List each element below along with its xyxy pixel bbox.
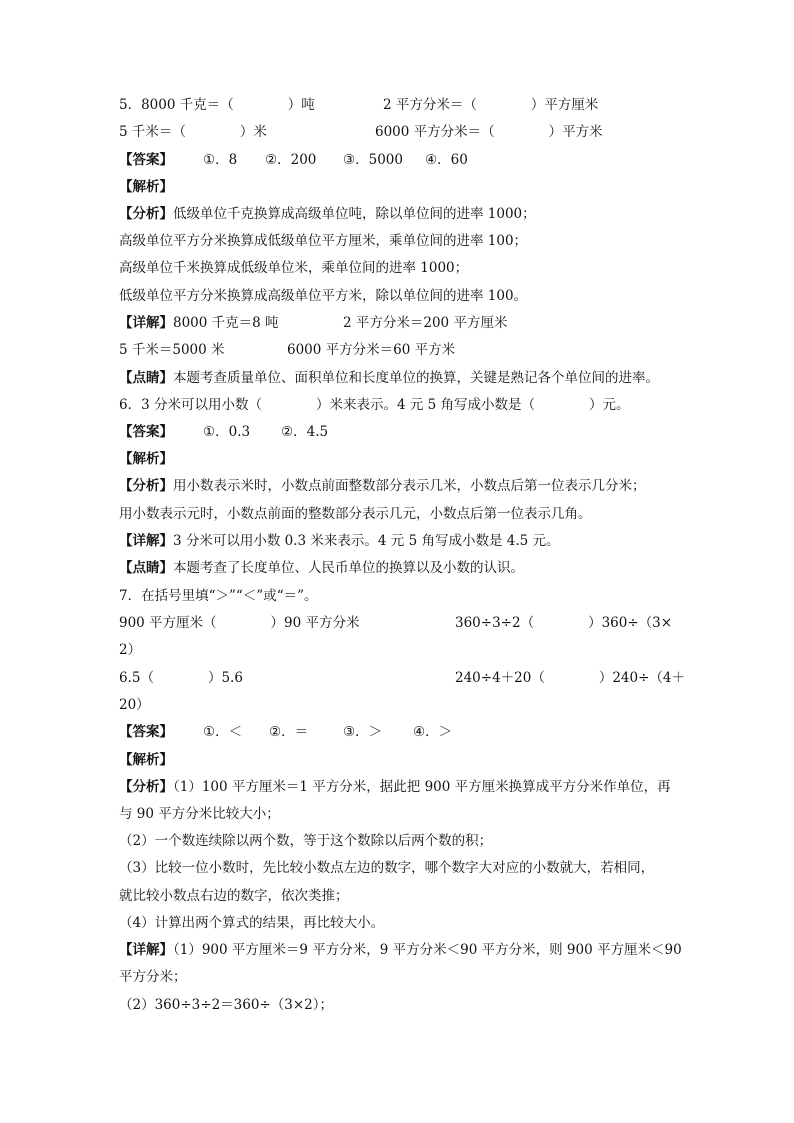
q7-detail-1 <box>119 941 682 959</box>
answer-tag: 【答案】 <box>119 152 173 168</box>
answer-item: ④．＞ <box>413 724 453 740</box>
detail-text: 2 平方分米＝200 平方厘米 <box>343 315 508 331</box>
q7-analysis-2: 与 90 平方分米比较大小； <box>119 806 280 822</box>
detail-text: （1）900 平方厘米＝9 平方分米，9 平方分米＜90 平方分米，则 900 平方厘米＜90 <box>173 942 682 958</box>
q7-detail-2: 平方分米； <box>119 969 187 985</box>
answer-item: ②．200 <box>265 152 317 168</box>
q5-blank-4: 6000 平方分米＝（ ）平方米 <box>375 124 603 140</box>
answer-tag: 【答案】 <box>119 424 173 440</box>
fenxi-tag: 【分析】 <box>119 206 173 222</box>
answer-item: ③．＞ <box>343 724 383 740</box>
q7-row-1-wrap: 2） <box>119 642 142 658</box>
answer-item: ②．4.5 <box>281 424 329 440</box>
q5-blank-3: 5 千米＝（ ）米 <box>119 124 267 140</box>
remark-text: 本题考查质量单位、面积单位和长度单位的换算，关键是熟记各个单位间的进率。 <box>173 370 659 386</box>
answer-item: ①．8 <box>203 152 238 168</box>
q7-question: 7．在括号里填“＞”“＜”或“＝”。 <box>119 588 318 604</box>
q7-compare-2: 360÷3÷2（ ）360÷（3× <box>455 615 673 631</box>
q7-analysis-5: 就比较小数点右边的数字，依次类推； <box>119 888 349 904</box>
q7-compare-4: 240÷4＋20（ ）240÷（4＋ <box>455 670 686 686</box>
jiexi-tag: 【解析】 <box>119 752 173 768</box>
detail-text: 5 千米＝5000 米 <box>119 342 225 358</box>
detail-text: 6000 平方分米＝60 平方米 <box>287 342 456 358</box>
q7-compare-3: 6.5（ ）5.6 <box>119 670 243 686</box>
q5-analysis-3: 高级单位千米换算成低级单位米，乘单位间的进率 1000； <box>119 260 469 276</box>
analysis-text: 用小数表示米时，小数点前面整数部分表示几米，小数点后第一位表示几分米； <box>173 478 646 494</box>
remark-text: 本题考查了长度单位、人民币单位的换算以及小数的认识。 <box>173 560 524 576</box>
q6-detail <box>119 532 560 550</box>
q7-analysis-6: （4）计算出两个算式的结果，再比较大小。 <box>119 915 385 931</box>
dianjing-tag: 【点睛】 <box>119 370 173 386</box>
q5-analysis-1 <box>119 205 536 223</box>
q6-question: 6．3 分米可以用小数（ ）米来表示。4 元 5 角写成小数是（ ）元。 <box>119 397 630 413</box>
answer-tag: 【答案】 <box>119 724 173 740</box>
q5-blank-1: 5．8000 千克＝（ ）吨 <box>119 97 315 113</box>
q5-analysis-4: 低级单位平方分米换算成高级单位平方米，除以单位间的进率 100。 <box>119 288 528 304</box>
q7-analysis-4: （3）比较一位小数时，先比较小数点左边的数字，哪个数字大对应的小数就大，若相同， <box>119 860 655 876</box>
q7-compare-1: 900 平方厘米（ ）90 平方分米 <box>119 615 360 631</box>
q5-analysis-2: 高级单位平方分米换算成低级单位平方厘米，乘单位间的进率 100； <box>119 233 528 249</box>
analysis-text: 低级单位千克换算成高级单位吨，除以单位间的进率 1000； <box>173 206 536 222</box>
answer-item: ①．＜ <box>203 724 243 740</box>
answer-item: ④．60 <box>425 152 468 168</box>
q7-analysis-3: （2）一个数连续除以两个数，等于这个数除以后两个数的积； <box>119 833 493 849</box>
xiangjie-tag: 【详解】 <box>119 533 173 549</box>
q6-analysis-2: 用小数表示元时，小数点前面的整数部分表示几元，小数点后第一位表示几角。 <box>119 506 592 522</box>
answer-item: ①．0.3 <box>203 424 251 440</box>
detail-text: 3 分米可以用小数 0.3 米来表示。4 元 5 角写成小数是 4.5 元。 <box>173 533 560 549</box>
xiangjie-tag: 【详解】 <box>119 942 173 958</box>
q6-remark <box>119 559 524 577</box>
detail-text: 8000 千克＝8 吨 <box>173 315 279 331</box>
q5-blank-2: 2 平方分米＝（ ）平方厘米 <box>383 97 599 113</box>
jiexi-tag: 【解析】 <box>119 451 173 467</box>
q7-analysis-1 <box>119 778 671 796</box>
dianjing-tag: 【点睛】 <box>119 560 173 576</box>
fenxi-tag: 【分析】 <box>119 478 173 494</box>
xiangjie-tag: 【详解】 <box>119 315 173 331</box>
fenxi-tag: 【分析】 <box>119 779 173 795</box>
q7-detail-3: （2）360÷3÷2＝360÷（3×2）； <box>119 997 333 1013</box>
q5-remark <box>119 369 659 387</box>
jiexi-tag: 【解析】 <box>119 179 173 195</box>
analysis-text: （1）100 平方厘米＝1 平方分米，据此把 900 平方厘米换算成平方分米作单位，再 <box>173 779 671 795</box>
q7-row-2-wrap: 20） <box>119 697 150 713</box>
q6-analysis-1 <box>119 477 646 495</box>
answer-item: ③．5000 <box>343 152 403 168</box>
answer-item: ②．＝ <box>269 724 309 740</box>
